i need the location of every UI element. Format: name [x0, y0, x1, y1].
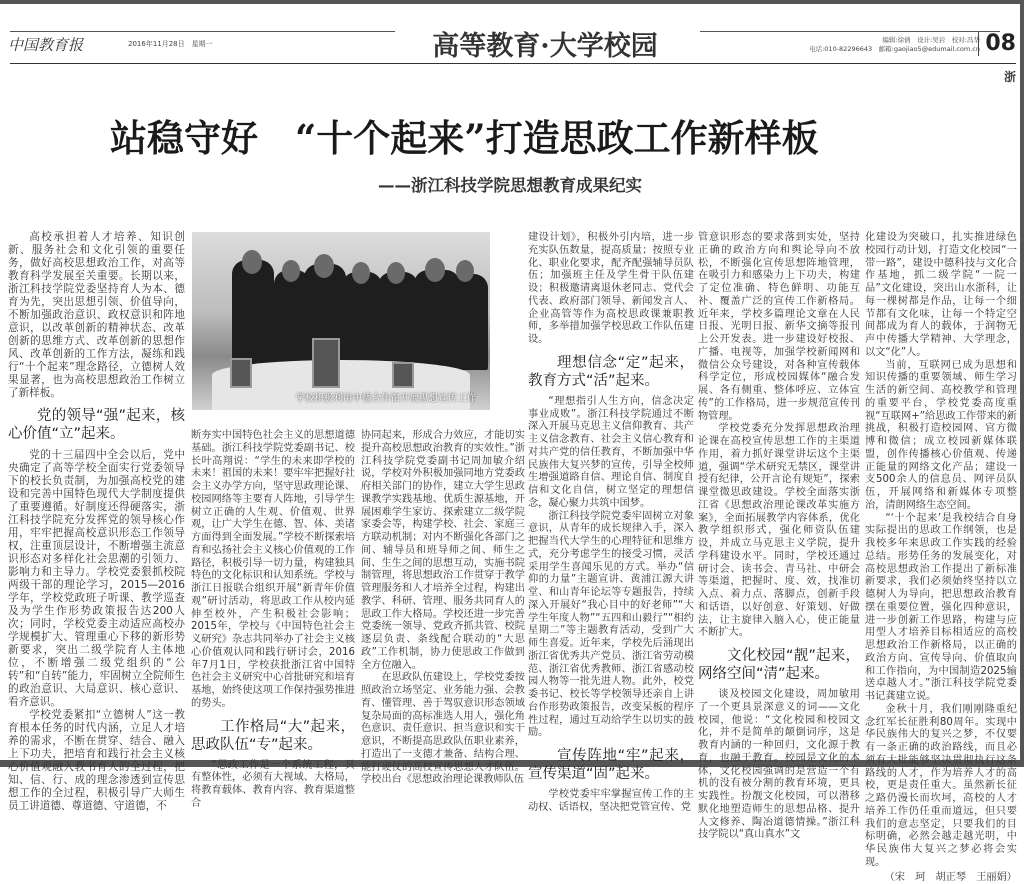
credits-contact: 电话:010-82296643 邮箱:gaojiao5@edumail.com.cn: [809, 45, 980, 54]
body-paragraph: 当前，互联网已成为思想和知识传播的重要领域、师生学习生活的新空间、高校教学和管理的重要平台，学校党委高度重视“互联网+”给思政工作带来的新挑战，积极打造校园网、官方微博和微信；成立校园新媒体联盟，创作传播核心价值观、传递正能量的网络文化产品；建设一支500余人的信息员、网评员队伍，开展网络和新媒体专项整治，清朗网络生态空间。: [865, 360, 1017, 513]
page-top-border: [0, 0, 1024, 4]
author-byline: （宋 珂 胡正琴 王丽娟）: [865, 872, 1017, 884]
body-paragraph: 谈及校园文化建设，周加敏用了一个更具景深意义的词——文化校园，他说：“文化校园和校园文化，并不是简单的颠倒词序，这是教育内涵的一种回归，文化源于教育，也融于教育。校园是文化的本体，文化校园强调的是营造一个有机的没有被分割的教育环境，更具实践性。扮靓文化校园，可以潜移默化地塑造师生的思想品格、提升人文修养、陶冶道德情操。”浙江科技学院以“真山真水”文: [698, 689, 860, 842]
section-title: 高等教育·大学校园: [395, 24, 695, 63]
article-column-4: [528, 232, 694, 815]
article-subtitle: ——浙江科技学院思想教育成果纪实: [378, 172, 642, 196]
article-column-3: [361, 430, 525, 787]
article-column-2: [191, 430, 355, 811]
lead-paragraph: 高校承担着人才培养、知识创新、服务社会和文化引领的重要任务，做好高校思想政治工作，对高等教育科学发展至关重要。长期以来，浙江科技学院党委坚持育人为本、德育为先，突出思想引领、价值导向，不断加强政治意识、政权意识和阵地意识，以改革创新的精神状态、改革创新的思维方式、改革创新的思想作风、改革创新的工作方法，凝练和践行“十个起来”理念路径，立德树人效果显著，也为高校思想政治工作树立了新样板。: [8, 231, 185, 400]
body-paragraph: “理想指引人生方向，信念决定事业成败”。浙江科技学院通过不断深入开展马克思主义信仰教育、共产主义信念教育、社会主义信心教育和对共产党的信任教育，不断加强中华民族伟大复兴梦的宣传，引导全校师生增强道路自信、理论自信、制度自信和文化自信，树立坚定的理想信念，凝心聚力共筑中国梦。: [528, 396, 694, 511]
header-rule-right: [700, 31, 1000, 32]
photo-robot: [312, 338, 340, 388]
body-paragraph: 学校党委牢牢掌握宣传工作的主动权、话语权，坚决把党管宣传、党: [528, 789, 694, 815]
newspaper-logo: 中国教育报: [8, 34, 83, 55]
credits-staff: 编辑:徐倩 设计:吴岩 校对:冯华: [809, 36, 980, 45]
subheading: 理想信念“定”起来，教育方式“活”起来。: [528, 354, 694, 390]
photo-person: [448, 274, 488, 370]
header-rule-left: [10, 31, 395, 32]
subheading: 宣传阵地“牢”起来，宣传渠道“固”起来。: [528, 747, 694, 783]
subheading: 文化校园“靓”起来，网络空间“清”起来。: [698, 647, 860, 683]
header-rule-bottom: [10, 63, 1016, 64]
body-paragraph: 党的十三届四中全会以后，党中央确定了高等学校全面实行党委领导下的校长负责制，为加强高校党的建设和完善中国特色现代大学制度提供了重要遵循。好制度还得硬落实，浙江科技学院充分发挥党的领导核心作用，牢牢把握高校意识形态工作领导权，注重顶层设计，不断增强主流意识形态对多样化社会思潮的引领力、影响力和主导力。学校党委狠抓校院两级干部的理论学习，2015—2016学年，学校党政班子听课、教学巡查及为学生作形势政策报告达200人次；同时，学校党委主动适应高校办学规模扩大、管理重心下移的新形势新要求，突出二级学院育人主体地位，不断增强二级党组织的“公转”和“自转”能力，牢固树立全院师生的政治意识、大局意识、核心意识、看齐意识。: [8, 449, 185, 709]
photo-robot: [230, 358, 252, 388]
body-paragraph: 学校党委充分发挥思想政治理论课在高校宣传思想工作的主渠道作用，着力抓好课堂讲坛这个主渠道，强调“学术研究无禁区，课堂讲授有纪律，公开言论有规矩”，探索课堂微思政建设。学校全面落实浙江省《思想政治理论课改革实施方案》，全面拓展教学内容体系，优化教学组织形式，强化师资队伍建设，并成立马克思主义学院，提升学科建设水平。同时，学校还通过研讨会、读书会、青马社、中研会等渠道，把握时、度、效，找准切入点、着力点、落脚点，创新手段和话语，以好创意、好策划、好做法，让主旋律入脑入心，使正能量不断扩大。: [698, 423, 860, 640]
article-lead-column: [8, 231, 185, 813]
body-paragraph: 协同起来，形成合力效应，才能切实提升高校思想政治教育的实效性。”浙江科技学院党委副书记周加敏介绍说，学校对外积极加强同地方党委政府相关部门的协作，建立大学生思政课教学实践基地、优质生源基地，开展困难学生家访、探索建立二级学院家委会等，构建学校、社会、家庭三方联动机制；对内不断强化各部门之间、辅导员和班导师之间、师生之间、生生之间的思想互动，实施书院制管理，将思想政治工作贯穿于教学管理服务和人才培养全过程，构建出教学、科研、管理、服务共同育人的思政工作大格局。学校还进一步完善党委统一领导、党政齐抓共管、校院逐层负责、条线配合联动的“大思政”工作机制，协力使思政工作做到全方位融入。: [361, 430, 525, 672]
subheading: 党的领导“强”起来，核心价值“立”起来。: [8, 407, 185, 443]
article-title: 站稳守好 “十个起来”打造思政工作新样板: [110, 108, 819, 162]
body-paragraph: 化建设为突破口，扎实推进绿色校园行动计划，打造文化校园“一带一路”，建设中德科技与文化合作基地，抓二级学院“一院一品”文化建设，突出山水浙科，让每一棵树都是作品，让每一个细节都有文化味，让每一个特定空间都成为育人的载体，于润物无声中传播大学精神、大学理念，以文“化”人。: [865, 232, 1017, 360]
body-paragraph: 学校党委紧扣“立德树人”这一教育根本任务的时代内涵，立足人才培养的需求，不断在贯穿、结合、融入上下功夫，把培育和践行社会主义核心价值观融入教书育人的全过程，把知、信、行、成的理念渗透到宣传思想工作的全过程，积极引导广大师生员工讲道德、尊道德、守道德，不: [8, 709, 185, 813]
issue-date: 2016年11月28日 星期一: [128, 39, 213, 49]
editor-credits: [809, 36, 980, 54]
subheading: 工作格局“大”起来，思政队伍“专”起来。: [191, 718, 355, 754]
corner-mark: 浙: [1004, 68, 1016, 85]
photo-caption: 学校积极利用中德合作馆开展思想宣传工作: [295, 390, 476, 404]
photo-person: [232, 260, 274, 370]
body-paragraph: 断夯实中国特色社会主义的思想道德基础。浙江科技学院党委副书记、校长叶高翔说：“学生的未来即学校的未来！祖国的未来！要牢牢把握好社会主义办学方向，坚守思政理论课、校园网络等主要育人阵地，引导学生树立正确的人生观、价值观、世界观，让广大学生在德、智、体、美诸方面得到全面发展。”学校不断探索培育和弘扬社会主义核心价值观的工作路径，积极引导一切力量，构建独具特色的文化标识和认知系统。学校与浙江日报联合组织开展“新青年价值观”研讨活动，将思政工作从校内延伸至校外，产生积极社会影响；2015年，学校与《中国特色社会主义研究》杂志共同举办了社会主义核心价值观认同和践行研讨会，2016年7月1日，学校获批浙江省中国特色社会主义研究中心首批研究和培育基地，始终使这项工作保持强势推进的势头。: [191, 430, 355, 711]
body-paragraph: 管意识形态的要求落到实处，坚持正确的政治方向和舆论导向不放松，不断强化宣传思想阵地管理，在吸引力和感染力上下功夫，构建了定位准确、特色鲜明、功能互补、覆盖广泛的宣传工作新格局。近年来，学校多篇理论文章在人民日报、光明日报、新华文摘等报刊上公开发表。进一步建设好校报、广播、电视等，加强学校新闻网和微信公众号建设，对各种宣传载体科学定位，形成校园媒体“融合发展、各有侧重、整体呼应、立体宣传”的工作格局，进一步规范宣传刊物管理。: [698, 232, 860, 423]
article-photo: [192, 232, 490, 410]
page-number: 08: [978, 32, 1016, 56]
body-paragraph: “思政工作是一个系统工程，具有整体性，必须有大视域、大格局，将教育载体、教育内容、教育渠道整合: [191, 760, 355, 811]
article-column-6: [865, 232, 1017, 884]
photo-person: [342, 272, 382, 370]
body-paragraph: 在思政队伍建设上，学校党委按照政治立场坚定、业务能力强、会教育、懂管理、善于驾驭意识形态领域复杂局面的高标准选人用人，强化角色意识、责任意识、担当意识和实干意识，不断提高思政队伍职业素养，打造出了一支德才兼备、结构合理、能打硬仗的高校宣传思想人才队伍。学校出台《思想政治理论课教师队伍: [361, 672, 525, 787]
article-column-5: [698, 232, 860, 842]
body-paragraph: 浙江科技学院党委牢固树立对象意识，从青年的成长规律入手，深入把握当代大学生的心理特征和思维方式，充分考虑学生的接受习惯，灵活采用学生喜闻乐见的方式。举办“信仰的力量”主题宣讲、黄浦江源大讲堂、和山青年论坛等专题报告，持续深入开展好“我心目中的好老师”“大学生年度人物”“五四和山毅行”“相约星期二”等主题教育活动，受到广大师生喜爱。近年来，学校先后涌现出浙江省优秀共产党员、浙江省劳动模范、浙江省优秀教师、浙江省感动校园人物等一批先进人物。此外，校党委书记、校长等学校领导还亲自上讲台作形势政策报告，改变呆板的程序性过程，通过互动给学生以切实的鼓励。: [528, 511, 694, 741]
page-right-border: [1020, 0, 1024, 767]
body-paragraph: “‘十个起来’是我校结合自身实际提出的思政工作纲领，也是我校多年来思政工作实践的经验总结。形势任务的发展变化，对高校思想政治工作提出了新标准新要求，我们必须始终坚持以立德树人为导向，把思想政治教育摆在重要位置，强化四种意识，进一步创新工作思路，构建与应用型人才培养目标相适应的高校思想政治工作新格局，以正确的政治方向、宣传导向、价值取向和工作指向，为中国制造2025输送卓越人才。”浙江科技学院党委书记龚建立说。: [865, 513, 1017, 704]
photo-robot: [392, 362, 414, 388]
body-paragraph: 建设计划》，积极外引内培，进一步充实队伍数量，提高质量；按照专业化、职业化要求，配齐配强辅导员队伍；加强班主任及学生骨干队伍建设；积极邀请离退休老同志、党代会代表、政府部门领导、新闻发言人、企业高管等作为高校思政课兼职教师，多举措加强学校思政工作队伍建设。: [528, 232, 694, 347]
photo-person: [378, 272, 418, 370]
body-paragraph: 金秋十月，我们刚刚隆重纪念红军长征胜利80周年。实现中华民族伟大的复兴之梦，不仅要有一条正确的政治路线，而且必须有大批能够坚决贯彻执行这条路线的人才，作为培养人才的高校，更是责任重大。虽然新长征之路仍漫长而坎坷，高校的人才培养工作仍任重而道远，但只要我们的意志坚定，只要我们的目标明确，必然会越走越光明，中华民族伟大复兴之梦必将会实现。: [865, 704, 1017, 870]
